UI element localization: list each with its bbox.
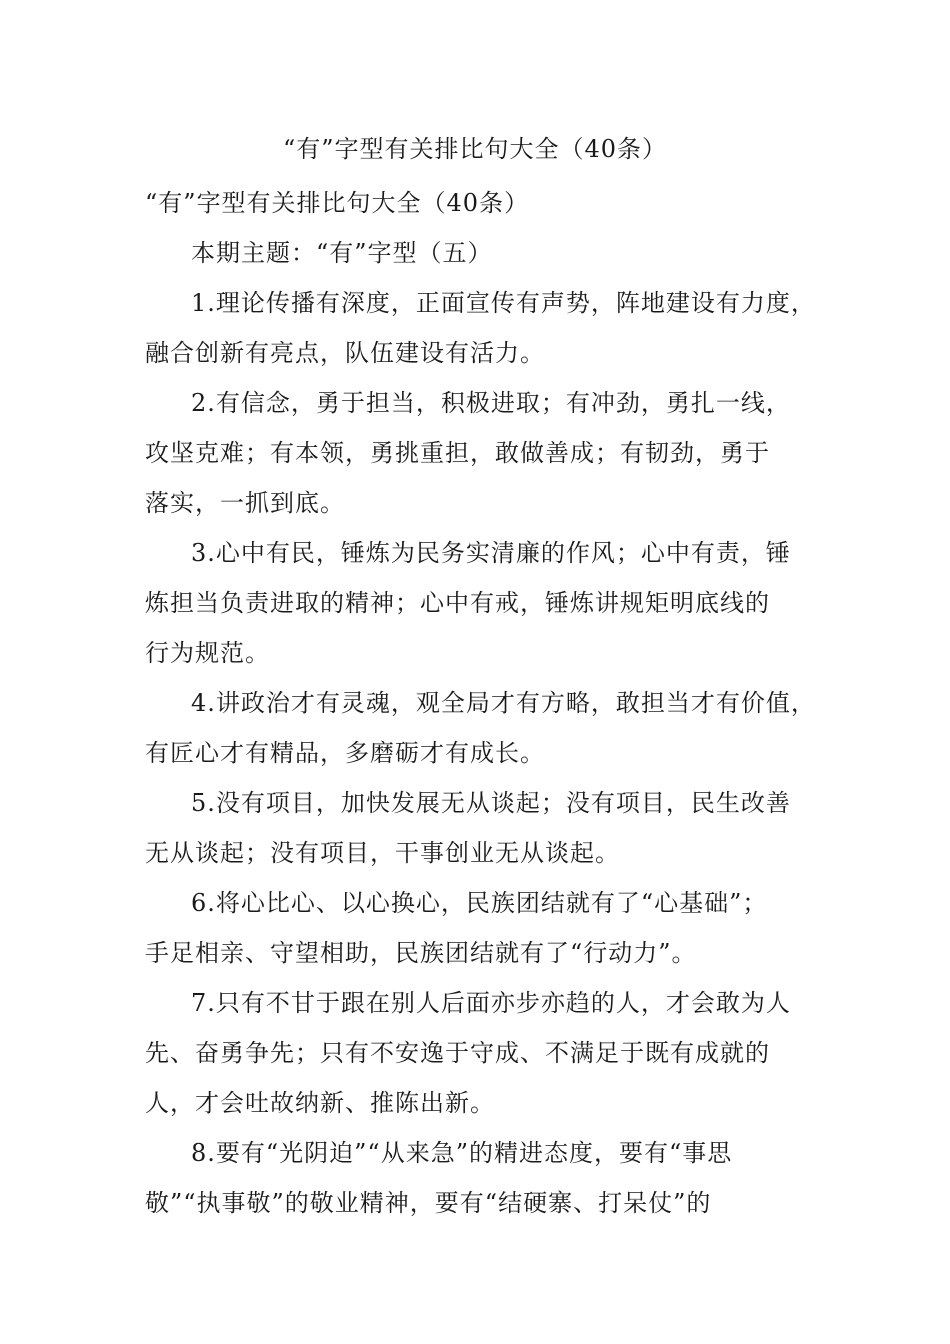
body-line: 攻坚克难；有本领，勇挑重担，敢做善成；有韧劲，勇于 bbox=[145, 439, 770, 467]
body-line: 本期主题：“有”字型（五） bbox=[191, 239, 493, 267]
body-line: 8.要有“光阴迫”“从来急”的精进态度，要有“事思 bbox=[191, 1139, 733, 1167]
body-line: 落实，一抓到底。 bbox=[145, 489, 345, 517]
body-line: 6.将心比心、以心换心，民族团结就有了“心基础”； bbox=[191, 889, 768, 917]
body-line: 有匠心才有精品，多磨砺才有成长。 bbox=[145, 739, 545, 767]
body-line: 4.讲政治才有灵魂，观全局才有方略，敢担当才有价值， bbox=[191, 689, 816, 717]
body-line: 行为规范。 bbox=[145, 639, 270, 667]
body-line: 手足相亲、守望相助，民族团结就有了“行动力”。 bbox=[145, 939, 697, 967]
body-line: 3.心中有民，锤炼为民务实清廉的作风；心中有责，锤 bbox=[191, 539, 791, 567]
body-line: 先、奋勇争先；只有不安逸于守成、不满足于既有成就的 bbox=[145, 1039, 770, 1067]
body-line: 融合创新有亮点，队伍建设有活力。 bbox=[145, 339, 545, 367]
body-line: “有”字型有关排比句大全（40条） bbox=[145, 189, 530, 217]
body-line: 5.没有项目，加快发展无从谈起；没有项目，民生改善 bbox=[191, 789, 791, 817]
body-line: 敬”“执事敬”的敬业精神，要有“结硬寨、打呆仗”的 bbox=[145, 1189, 712, 1217]
body-line: 无从谈起；没有项目，干事创业无从谈起。 bbox=[145, 839, 620, 867]
body-line: 2.有信念，勇于担当，积极进取；有冲劲，勇扎一线， bbox=[191, 389, 791, 417]
document-title: “有”字型有关排比句大全（40条） bbox=[282, 135, 668, 163]
body-line: 炼担当负责进取的精神；心中有戒，锤炼讲规矩明底线的 bbox=[145, 589, 770, 617]
body-line: 1.理论传播有深度，正面宣传有声势，阵地建设有力度， bbox=[191, 289, 816, 317]
document-body bbox=[145, 178, 835, 1228]
body-line: 7.只有不甘于跟在别人后面亦步亦趋的人，才会敢为人 bbox=[191, 989, 791, 1017]
body-line: 人，才会吐故纳新、推陈出新。 bbox=[145, 1089, 495, 1117]
